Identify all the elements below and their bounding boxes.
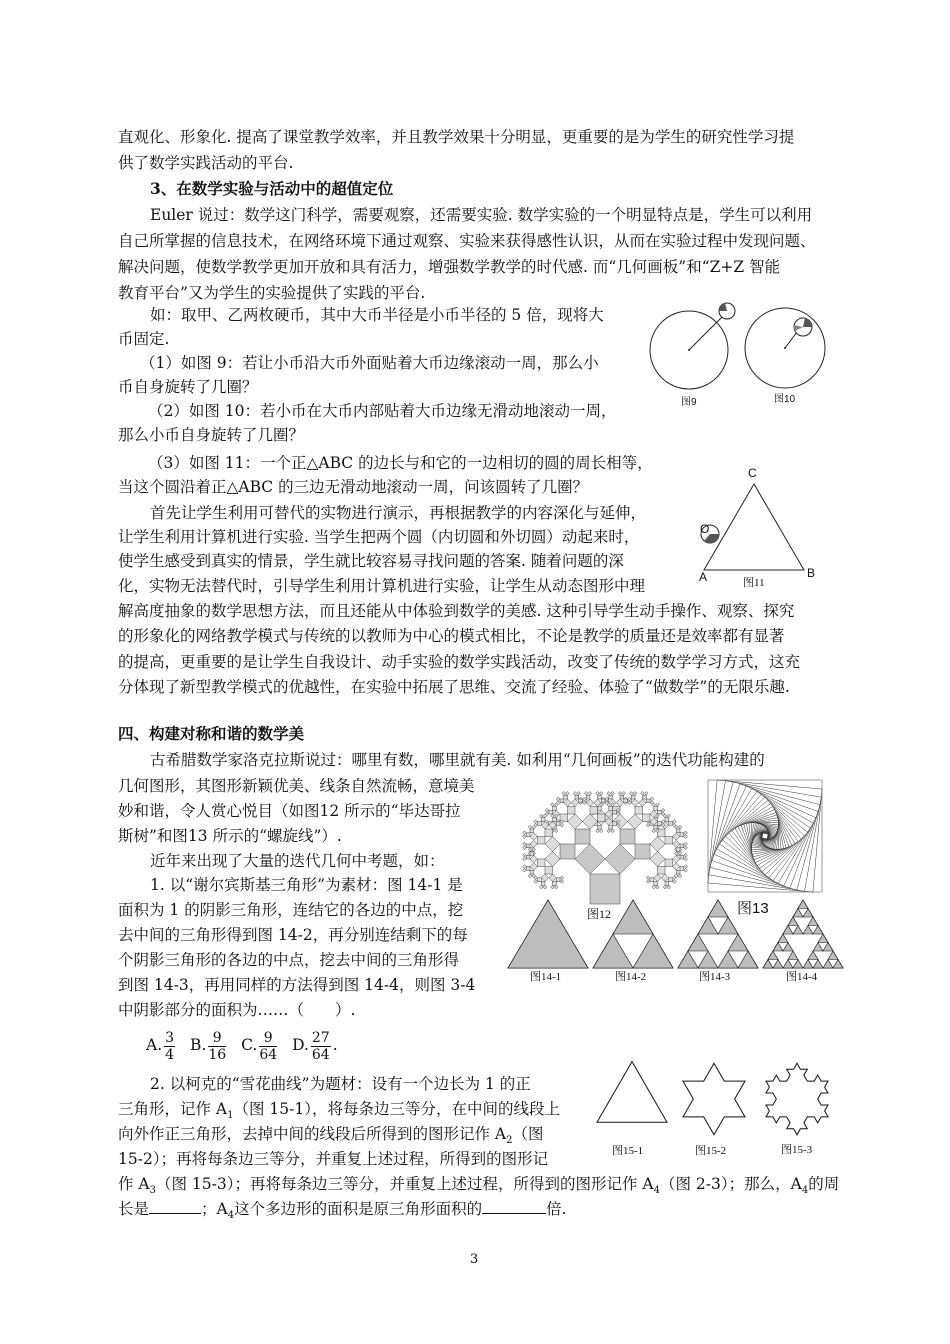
text-segment: 作 A	[118, 1175, 150, 1193]
text-line: 几何图形，其图形新颖优美、线条自然流畅，意境美	[118, 777, 475, 795]
answer-blank-perimeter[interactable]	[149, 1199, 201, 1214]
text-line: 自己所掌握的信息技术，在网络环境下通过观察、实验来获得感性认识，从而在实验过程中发现问题、	[118, 232, 816, 250]
text-segment: （图 2-3）；那么，A	[660, 1175, 802, 1193]
subscript: 1	[227, 1110, 234, 1122]
text-line: 教育平台”又为学生的实验提供了实践的平台.	[118, 284, 426, 302]
circle-label-o: O	[700, 522, 710, 536]
text-segment: 向外作正三角形，去掉中间的线段后所得到的图形记作 A	[118, 1125, 507, 1143]
koch-level-1	[597, 1062, 667, 1123]
question-line: 到图 14-3，再用同样的方法得到图 14-4，则图 3-4	[118, 976, 476, 994]
text-segment: 长是	[118, 1200, 150, 1218]
text-line: 的提高，更重要的是让学生自我设计、动手实验的数学实践活动，改变了传统的数学学习方式，这充	[118, 653, 801, 671]
text-line: 供了数学实践活动的平台.	[118, 154, 294, 172]
answer-options	[146, 1027, 338, 1063]
option-b-label: B.	[189, 1036, 207, 1054]
text-segment: （图 15-3）；再将每条边三等分，并重复上述过程，所得到的图形记作 A	[156, 1175, 654, 1193]
page-number: 3	[470, 1252, 479, 1267]
option-a-fraction	[164, 1030, 175, 1063]
fraction-denominator: 16	[208, 1046, 227, 1063]
question-line: （1）如图 9：若让小币沿大币外面贴着大币边缘滚动一周，那么小	[140, 354, 599, 372]
koch-level-2	[683, 1063, 745, 1135]
text-line: 的形象化的网络教学模式与传统的以教师为中心的模式相比，不论是教学的质量还是效率都有显著	[118, 627, 785, 645]
text-line: 使学生感受到真实的情景，学生就比较容易寻找问题的答案. 随着问题的深	[118, 552, 624, 570]
vertex-label-b: B	[807, 566, 816, 580]
text-segment: （图	[512, 1125, 544, 1143]
question-line: （2）如图 10：若小币在大币内部贴着大币边缘无滑动地滚动一周，	[148, 402, 617, 420]
fraction-denominator: 64	[311, 1046, 330, 1063]
subscript: 4	[227, 1210, 235, 1222]
text-line: 如：取甲、乙两枚硬币，其中大币半径是小币半径的 5 倍，现将大	[150, 306, 604, 324]
sierpinski-level-3	[678, 900, 758, 968]
figure-9-diagram	[650, 303, 735, 389]
text-segment: 的周	[808, 1175, 840, 1193]
figure-10-diagram	[745, 308, 825, 388]
text-segment: ；A	[201, 1200, 228, 1218]
figure-12-caption: 图12	[587, 907, 612, 921]
section-heading: 四、构建对称和谐的数学美	[118, 724, 305, 743]
figure-15-2-caption: 图15-2	[695, 1145, 727, 1157]
figure-14-1-caption: 图14-1	[530, 971, 562, 983]
koch-level-3	[766, 1063, 828, 1135]
question-line: 去中间的三角形得到图 14-2，再分别连结剩下的每	[118, 926, 468, 944]
vertex-label-c: C	[748, 466, 757, 480]
figure-13-spiral	[706, 778, 824, 894]
text-line: 解高度抽象的数学思想方法，而且还能从中体验到数学的美感. 这种引导学生动手操作、观察、探究	[118, 602, 795, 620]
text-segment: 倍.	[546, 1200, 567, 1218]
sierpinski-level-4	[763, 900, 843, 968]
question-line: （3）如图 11：一个正△ABC 的边长与和它的一边相切的圆的周长相等，	[148, 454, 653, 472]
figure-12-pythagoras-tree	[508, 780, 702, 906]
text-line: 首先让学生利用可替代的实物进行演示，再根据教学的内容深化与延伸，	[150, 504, 647, 522]
text-line: 解决问题，使数学教学更加开放和具有活力，增强数学教学的时代感. 而“几何画板”和“Z+Z 智能	[118, 258, 781, 276]
text-line: 近年来出现了大量的迭代几何中考题，如：	[150, 852, 445, 870]
fraction-denominator: 64	[259, 1046, 278, 1063]
text-line: 古希腊数学家洛克拉斯说过：哪里有数，哪里就有美. 如利用“几何画板”的迭代功能构建的	[150, 751, 765, 769]
options-end: .	[332, 1036, 338, 1054]
text-line: 直观化、形象化. 提高了课堂教学效率，并且教学效果十分明显，更重要的是为学生的研究性学习提	[118, 128, 795, 146]
question-line: 2. 以柯克的“雪花曲线”为题材：设有一个边长为 1 的正	[150, 1075, 531, 1093]
text-line: 斯树”和图13 所示的“螺旋线”）.	[118, 827, 342, 845]
fraction-numerator: 9	[259, 1030, 277, 1047]
subscript: 4	[801, 1185, 809, 1197]
subscript: 4	[653, 1185, 660, 1197]
figure-14-4-caption: 图14-4	[786, 971, 818, 983]
text-segment: （图 15-1），将每条边三等分，在中间的线段上	[233, 1100, 561, 1118]
question-line: 币自身旋转了几圈？	[118, 378, 258, 396]
figure-9-caption: 图9	[681, 397, 697, 408]
text-line: 分体现了新型教学模式的优越性，在实验中拓展了思维、交流了经验、体验了“做数学”的无限乐趣.	[118, 678, 790, 696]
subscript: 2	[506, 1135, 513, 1147]
section-heading: 3、在数学实验与活动中的超值定位	[150, 179, 394, 198]
figure-14-3-caption: 图14-3	[699, 971, 731, 983]
figure-15-1-caption: 图15-1	[612, 1145, 644, 1157]
figure-15-koch-snowflake	[592, 1052, 852, 1147]
figure-11-caption: 图11	[743, 577, 765, 589]
option-d-fraction	[311, 1030, 331, 1063]
question-line: 面积为 1 的阴影三角形，连结它的各边的中点，挖	[118, 901, 464, 919]
question-line: 个阴影三角形的各边的中点，挖去中间的三角形得	[118, 951, 460, 969]
text-line: 让学生利用计算机进行实验. 当学生把两个圆（内切圆和外切圆）动起来时，	[118, 528, 640, 546]
coin-figures	[645, 298, 845, 410]
sierpinski-level-2	[593, 900, 673, 968]
question-line	[118, 1196, 567, 1229]
question-line: 那么小币自身旋转了几圈？	[118, 426, 305, 444]
figure-13-caption: 图13	[737, 900, 769, 917]
text-line: 化，实物无法替代时，引导学生利用计算机进行实验，让学生从动态图形中理	[118, 577, 646, 595]
answer-blank-area[interactable]	[482, 1199, 546, 1214]
option-b-fraction	[208, 1030, 226, 1063]
text-segment: 三角形，记作 A	[118, 1100, 228, 1118]
figure-15-3-caption: 图15-3	[781, 1144, 813, 1156]
question-line: 当这个圆沿着正△ABC 的三边无滑动地滚动一周，问该圆转了几圈？	[118, 478, 589, 496]
option-c-label: C.	[241, 1036, 258, 1054]
question-line: 1. 以“谢尔宾斯基三角形”为素材：图 14-1 是	[150, 876, 463, 894]
subscript: 3	[149, 1185, 156, 1197]
text-line: 币固定.	[118, 330, 170, 348]
option-c-fraction	[259, 1030, 277, 1063]
question-line: 15-2）；再将每条边三等分，并重复上述过程，所得到的图形记	[118, 1150, 549, 1168]
vertex-label-a: A	[699, 570, 708, 584]
fraction-numerator: 9	[208, 1030, 226, 1047]
text-line: Euler 说过：数学这门科学，需要观察，还需要实验. 数学实验的一个明显特点是，学生可以利用	[150, 206, 813, 224]
question-line: 中阴影部分的面积为……（ ）.	[118, 1001, 356, 1019]
figure-14-sierpinski	[506, 898, 850, 970]
sierpinski-level-1	[508, 900, 588, 968]
option-d-label: D.	[292, 1036, 309, 1054]
figure-11-diagram	[690, 478, 830, 578]
option-a-label: A.	[146, 1036, 163, 1054]
figure-10-caption: 图10	[774, 394, 796, 405]
fraction-numerator: 3	[165, 1029, 175, 1046]
text-segment: 这个多边形的面积是原三角形面积的	[234, 1200, 483, 1218]
text-line: 妙和谐，令人赏心悦目（如图12 所示的“毕达哥拉	[118, 802, 461, 820]
fraction-numerator: 27	[311, 1029, 330, 1046]
figure-14-2-caption: 图14-2	[615, 971, 647, 983]
fraction-denominator: 4	[165, 1046, 175, 1063]
